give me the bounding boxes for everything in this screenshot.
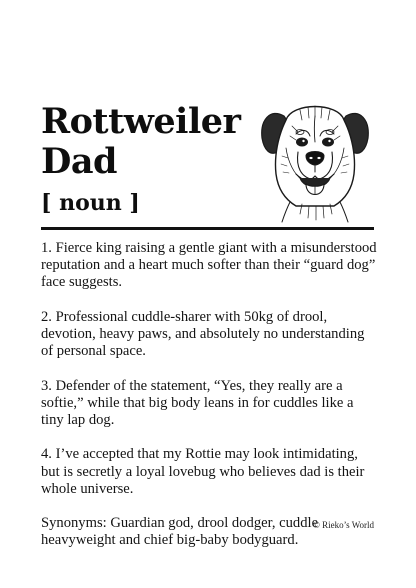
part-of-speech-label: [ noun ] <box>41 190 140 216</box>
definitions-list <box>41 240 379 550</box>
copyright-notice: © Rieko’s World <box>313 520 374 530</box>
page-title <box>41 102 261 182</box>
title-line-2: Dad <box>41 141 118 182</box>
definition-item: 4. I’ve accepted that my Rottie may look intimidating, but is secretly a loyal lovebug who believes dad is their whole universe. <box>41 446 365 497</box>
title-divider <box>41 227 374 230</box>
title-line-1: Rottweiler <box>41 101 241 142</box>
definition-item: 1. Fierce king raising a gentle giant with a misunderstood reputation and a heart much softer than their “guard dog” face suggests. <box>41 240 377 291</box>
rottweiler-head-icon <box>256 86 374 224</box>
definition-item: 2. Professional cuddle-sharer with 50kg of drool, devotion, heavy paws, and absolutely no understanding of personal space. <box>41 308 365 360</box>
definition-item: 3. Defender of the statement, “Yes, they really are a softie,” while that big body leans in for cuddles like a tiny lap dog. <box>41 377 354 428</box>
synonyms-text: Synonyms: Guardian god, drool dodger, cuddle heavyweight and chief big-baby bodyguard. <box>41 515 319 549</box>
